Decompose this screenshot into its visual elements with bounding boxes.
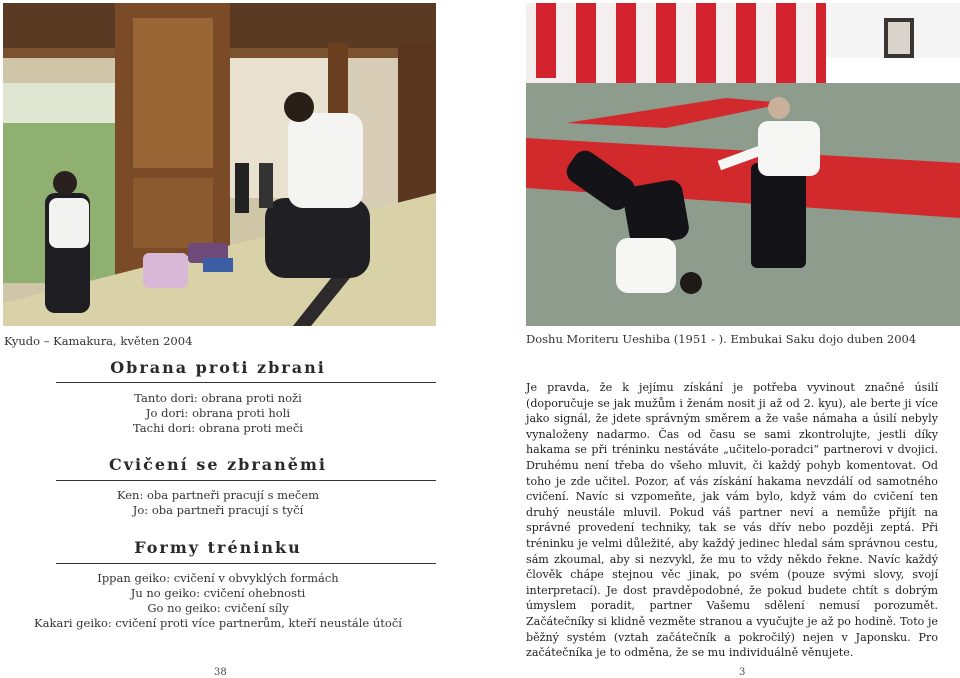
page-number: 3 — [739, 667, 746, 678]
list-item: Ken: oba partneři pracují s mečem — [116, 488, 320, 502]
section-title: Cvičení se zbraněmi — [109, 455, 327, 474]
list-item: Tanto dori: obrana proti noži — [134, 391, 302, 405]
page-number: 38 — [214, 667, 227, 678]
section-title: Formy tréninku — [134, 538, 302, 557]
body-paragraph: Je pravda, že k jejímu získání je potřeba vyvinout značné úsilí (doporučuje se jak mužům i ženám nosit ji až od 2. kyu), ale berte ji více jako signál, že jdete správným směrem a že vaše námaha a úsilí nebyly vynaloženy nadarmo. Čas od času se sami zkontrolujte, jestli díky hakama se při tréninku nestáváte „učitelo-poradci“ partnerovi v dvojici. Druhému není třeba do všeho mluvit, či každý pohyb komentovat. Od toho je zde učitel. Pozor, ať vás získání hakama nevzdálí od samotného cvičení. Navíc si vzpomeňte, jak vám bylo, když vám do cvičení ten druhý neustále mluvil. Pokud váš partner neví a nemůže přijít na správné provedení techniky, tak se vás dřív nebo později zeptá. Při tréninku je velmi důležité, aby každý jedinec hledal sám správnou cestu, sám zkoumal, aby si nezvykl, že mu to vždy někdo řekne. Navíc každý člověk chápe stejnou věc jinak, po svém (pouze svými slovy, svojí interpretací). Je dost pravděpodobné, že pokud budete chtít s dobrým úmyslem poradit, partner Vašemu sdělení nemusí porozumět. Začátečníky si klidně vezměte stranou a vyučujte je až po hodině. Toto je běžný systém (vztah začátečník a pokročilý) nejen v Japonsku. Pro začátečníka je to odměna, že se mu individuálně věnujete. — [526, 381, 938, 660]
list-item: Kakari geiko: cvičení proti více partnerům, kteří neustále útočí — [34, 616, 402, 630]
section-list — [0, 391, 436, 436]
divider — [56, 480, 436, 481]
divider — [56, 382, 436, 383]
list-item: Jo: oba partneři pracují s tyčí — [132, 503, 304, 517]
section-title: Obrana proti zbrani — [110, 358, 326, 377]
kyudo-photo — [3, 3, 436, 326]
list-item: Ju no geiko: cvičení ohebnosti — [130, 586, 306, 600]
aikido-photo — [526, 3, 960, 326]
right-page — [480, 0, 960, 678]
section-list — [0, 571, 436, 631]
list-item: Tachi dori: obrana proti meči — [133, 421, 303, 435]
divider — [56, 563, 436, 564]
photo-caption: Doshu Moriteru Ueshiba (1951 - ). Embukai Saku dojo duben 2004 — [526, 332, 917, 346]
list-item: Ippan geiko: cvičení v obvyklých formách — [97, 571, 339, 585]
list-item: Jo dori: obrana proti holi — [145, 406, 291, 420]
photo-caption: Kyudo – Kamakura, květen 2004 — [4, 334, 193, 348]
section-list — [0, 488, 436, 518]
list-item: Go no geiko: cvičení síly — [147, 601, 289, 615]
